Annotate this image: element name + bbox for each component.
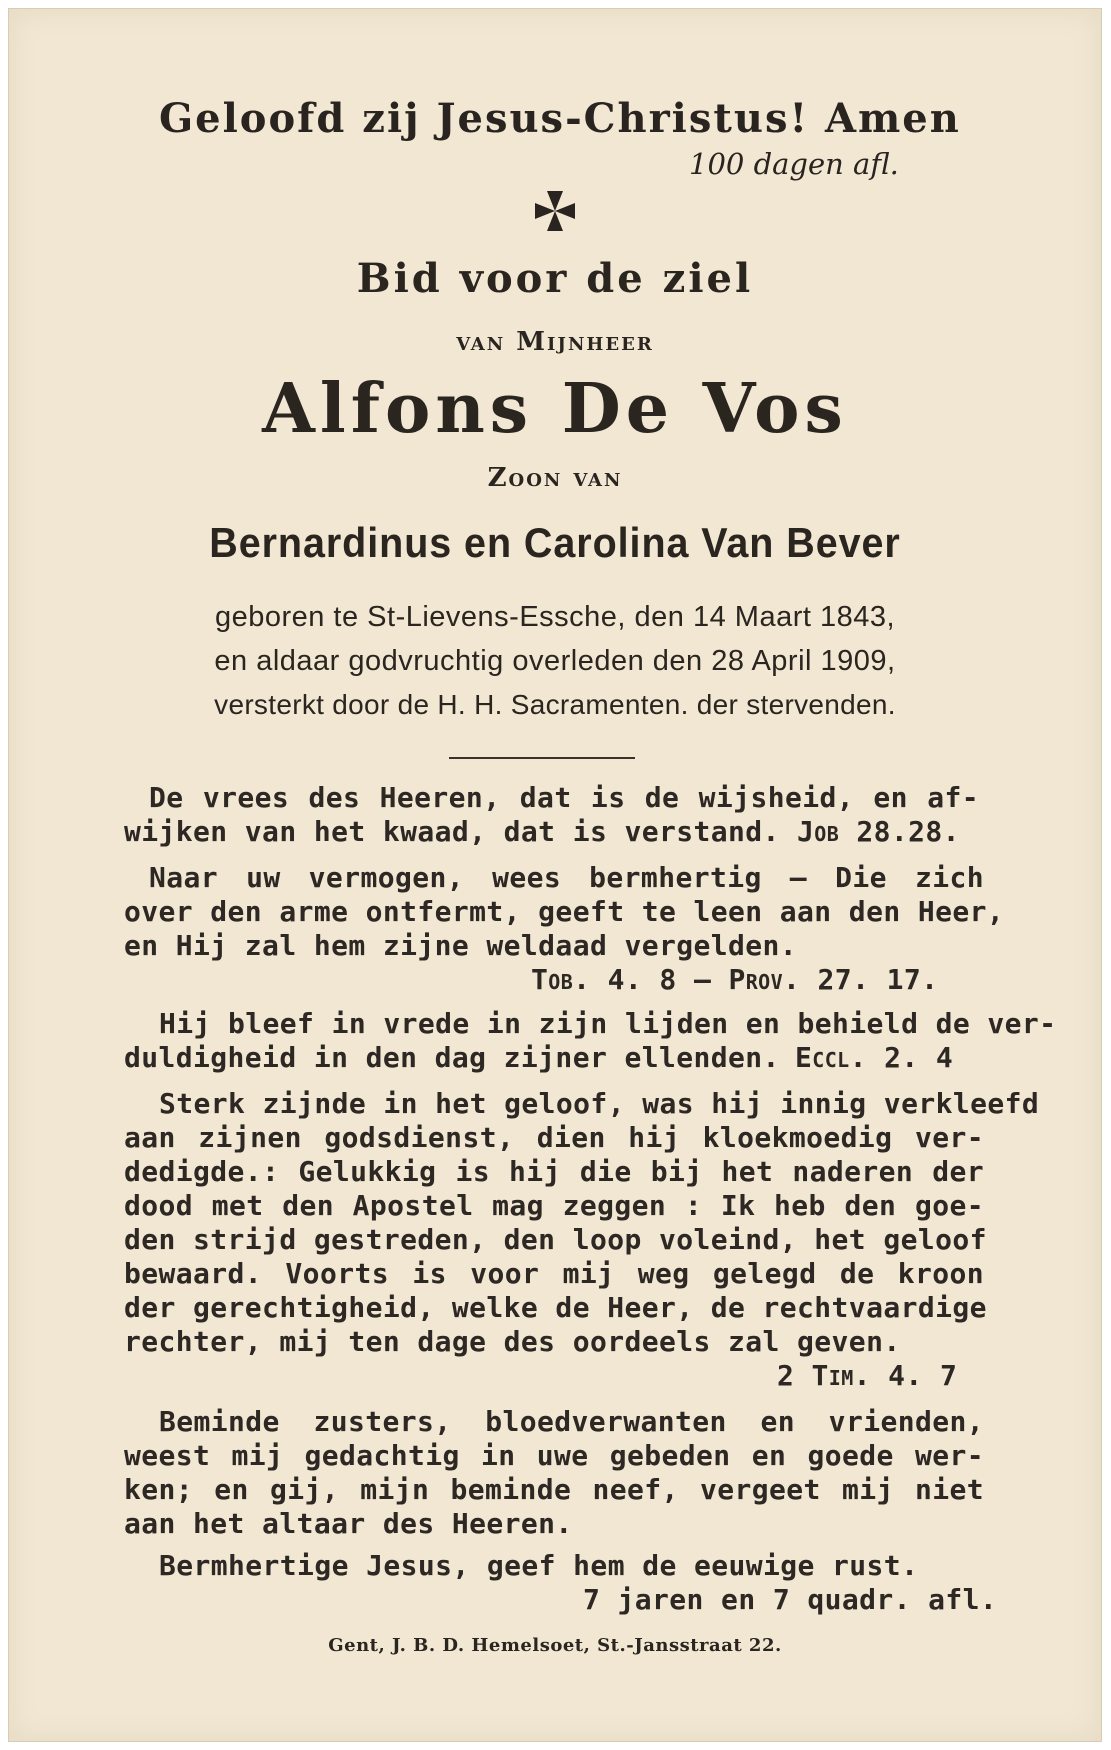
verse-line: der gerechtigheid, welke de Heer, de rechtvaardige	[124, 1291, 987, 1324]
son-of-label: Zoon van	[487, 463, 623, 493]
verse-reference: Eccl. 2. 4	[795, 1041, 954, 1074]
memorial-card	[8, 8, 1102, 1742]
verse-line: dood met den Apostel mag zeggen : Ik heb den goe-	[124, 1189, 984, 1222]
bio-line: geboren te St-Lievens-Essche, den 14 Maart 1843,	[214, 601, 896, 633]
verse-line: aan het altaar des Heeren.	[124, 1507, 573, 1540]
closing-indulgence: 7 jaren en 7 quadr. afl.	[583, 1583, 998, 1616]
header-praise: Geloofd zij Jesus-Christus! Amen	[159, 95, 961, 142]
deceased-name: Alfons De Vos	[262, 369, 848, 449]
parents-names: Bernardinus en Carolina Van Bever	[209, 519, 901, 566]
verse-line: duldigheid in den dag zijner ellenden.	[124, 1041, 780, 1074]
verse-line: bewaard. Voorts is voor mij weg gelegd de kroon	[124, 1257, 984, 1290]
verse-line: weest mij gedachtig in uwe gebeden en goede wer-	[124, 1439, 984, 1472]
closing-prayer: Bermhertige Jesus, geef hem de eeuwige rust.	[159, 1549, 919, 1582]
verse-line: aan zijnen godsdienst, dien hij kloekmoedig ver-	[124, 1121, 984, 1154]
verse-reference: Job 28.28.	[797, 815, 960, 848]
verse-line: en Hij zal hem zijne weldaad vergelden.	[124, 929, 798, 962]
verse-line: De vrees des Heeren, dat is de wijsheid, en af-	[149, 781, 979, 814]
printer-imprint: Gent, J. B. D. Hemelsoet, St.-Jansstraat 22.	[328, 1635, 782, 1656]
verse-line: ken; en gij, mijn beminde neef, vergeet mij niet	[124, 1473, 984, 1506]
bio-line: versterkt door de H. H. Sacramenten. der stervenden.	[214, 689, 896, 720]
verse-reference: Tob. 4. 8 — Prov. 27. 17.	[531, 963, 939, 996]
bio-line: en aldaar godvruchtig overleden den 28 April 1909,	[214, 645, 896, 677]
verse-line: rechter, mij ten dage des oordeels zal geven.	[124, 1325, 901, 1358]
maltese-cross-icon	[9, 187, 1101, 239]
verse-line: wijken van het kwaad, dat is verstand.	[124, 815, 780, 848]
header-indulgence: 100 dagen afl.	[689, 147, 899, 181]
verse-line: Naar uw vermogen, wees bermhertig — Die zich	[149, 861, 984, 894]
of-sir-label: van Mijnheer	[456, 327, 654, 357]
divider	[449, 757, 635, 759]
pray-heading: Bid voor de ziel	[356, 255, 754, 302]
verse-line: over den arme ontfermt, geeft te leen aan den Heer,	[124, 895, 1005, 928]
verse-reference: 2 Tim. 4. 7	[777, 1359, 958, 1392]
verse-line: dedigde.: Gelukkig is hij die bij het naderen der	[124, 1155, 984, 1188]
verse-line: Beminde zusters, bloedverwanten en vrienden,	[159, 1405, 984, 1438]
verse-line: Hij bleef in vrede in zijn lijden en behield de ver-	[159, 1007, 1057, 1040]
verse-line: den strijd gestreden, den loop voleind, het geloof	[124, 1223, 987, 1256]
verse-line: Sterk zijnde in het geloof, was hij innig verkleefd	[159, 1087, 1040, 1120]
